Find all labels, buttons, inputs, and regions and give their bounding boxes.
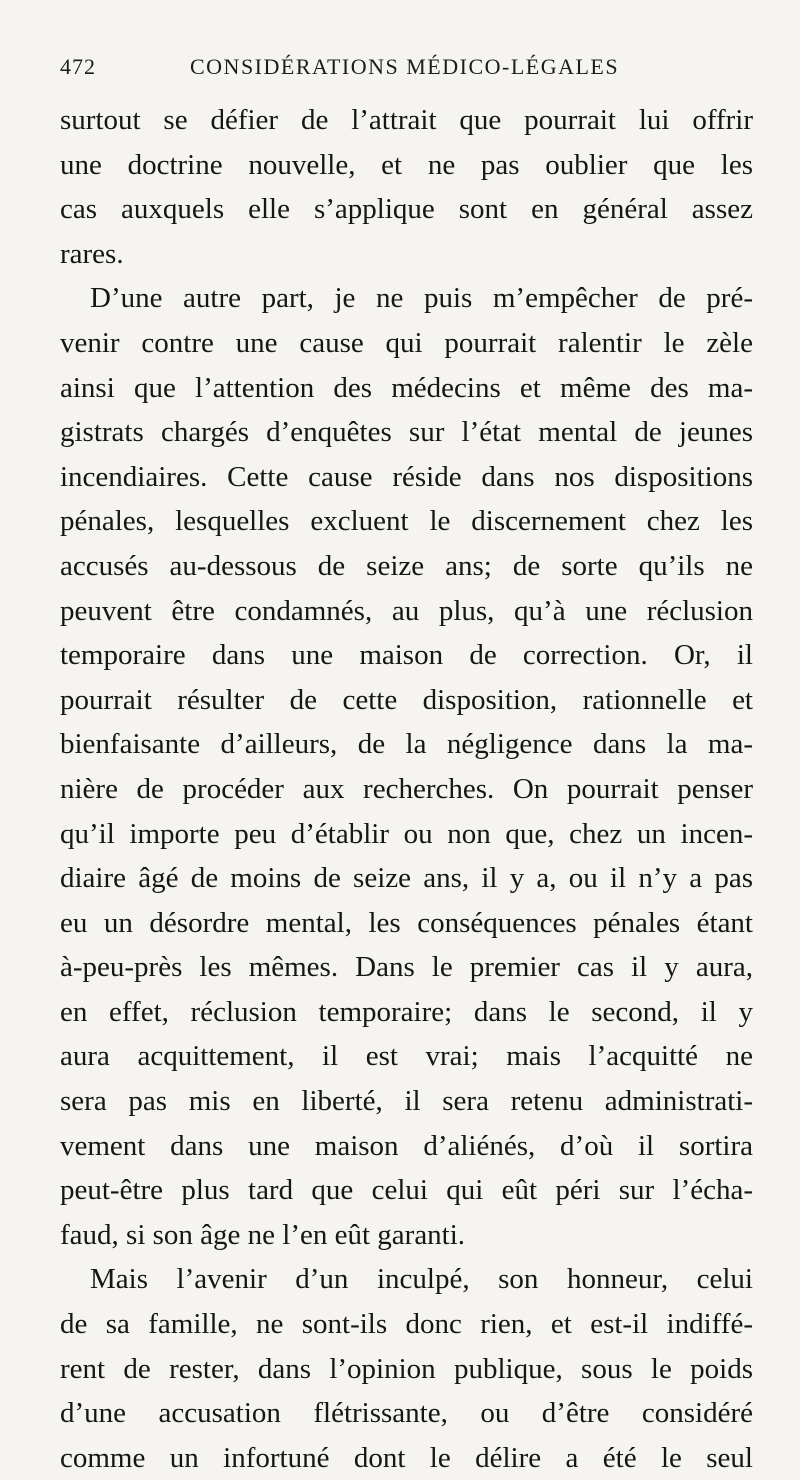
text-line: vement dans une maison d’aliénés, d’où il sortira (60, 1129, 753, 1162)
text-line: peut-être plus tard que celui qui eût péri sur l’écha- (60, 1174, 753, 1207)
text-line: une doctrine nouvelle, et ne pas oublier que les (60, 148, 753, 181)
text-line: pourrait résulter de cette disposition, rationnelle et (60, 683, 753, 716)
paragraph-2 (60, 276, 753, 1257)
text-line: bienfaisante d’ailleurs, de la négligence dans la ma- (60, 728, 753, 761)
paragraph-3 (60, 1257, 753, 1480)
text-line: ainsi que l’attention des médecins et même des ma- (60, 371, 753, 404)
text-line: Mais l’avenir d’un inculpé, son honneur, celui (90, 1263, 753, 1296)
text-line: temporaire dans une maison de correction. Or, il (60, 639, 753, 672)
text-line: D’une autre part, je ne puis m’empêcher de pré- (90, 282, 753, 315)
text-line: peuvent être condamnés, au plus, qu’à une réclusion (60, 594, 753, 627)
text-line: cas auxquels elle s’applique sont en général assez (60, 193, 753, 226)
text-line: rares. (60, 237, 124, 270)
text-line: en effet, réclusion temporaire; dans le second, il y (60, 995, 753, 1028)
text-line: incendiaires. Cette cause réside dans nos dispositions (60, 460, 753, 493)
text-line: à-peu-près les mêmes. Dans le premier cas il y aura, (60, 951, 753, 984)
running-title: CONSIDÉRATIONS MÉDICO-LÉGALES (190, 54, 620, 79)
text-line: faud, si son âge ne l’en eût garanti. (60, 1218, 466, 1251)
page-number: 472 (60, 54, 96, 79)
text-line: qu’il importe peu d’établir ou non que, chez un incen- (60, 817, 753, 850)
text-line: accusés au-dessous de seize ans; de sorte qu’ils ne (60, 549, 753, 582)
text-line: de sa famille, ne sont-ils donc rien, et est-il indiffé- (60, 1308, 753, 1341)
text-line: comme un infortuné dont le délire a été le seul (60, 1441, 753, 1474)
text-line: d’une accusation flétrissante, ou d’être considéré (60, 1397, 753, 1430)
text-line: sera pas mis en liberté, il sera retenu administrati- (60, 1085, 753, 1118)
page-header (60, 54, 750, 90)
text-line: aura acquittement, il est vrai; mais l’acquitté ne (60, 1040, 753, 1073)
text-line: pénales, lesquelles excluent le discernement chez les (60, 505, 753, 538)
text-line: diaire âgé de moins de seize ans, il y a, ou il n’y a pas (60, 862, 753, 895)
text-line: gistrats chargés d’enquêtes sur l’état mental de jeunes (60, 416, 753, 449)
text-line: eu un désordre mental, les conséquences pénales étant (60, 906, 753, 939)
body-text (60, 98, 753, 1480)
text-line: rent de rester, dans l’opinion publique, sous le poids (60, 1352, 753, 1385)
text-line: venir contre une cause qui pourrait ralentir le zèle (60, 326, 753, 359)
paragraph-1 (60, 98, 753, 276)
text-line: surtout se défier de l’attrait que pourrait lui offrir (60, 104, 753, 136)
text-line: nière de procéder aux recherches. On pourrait penser (60, 772, 753, 805)
